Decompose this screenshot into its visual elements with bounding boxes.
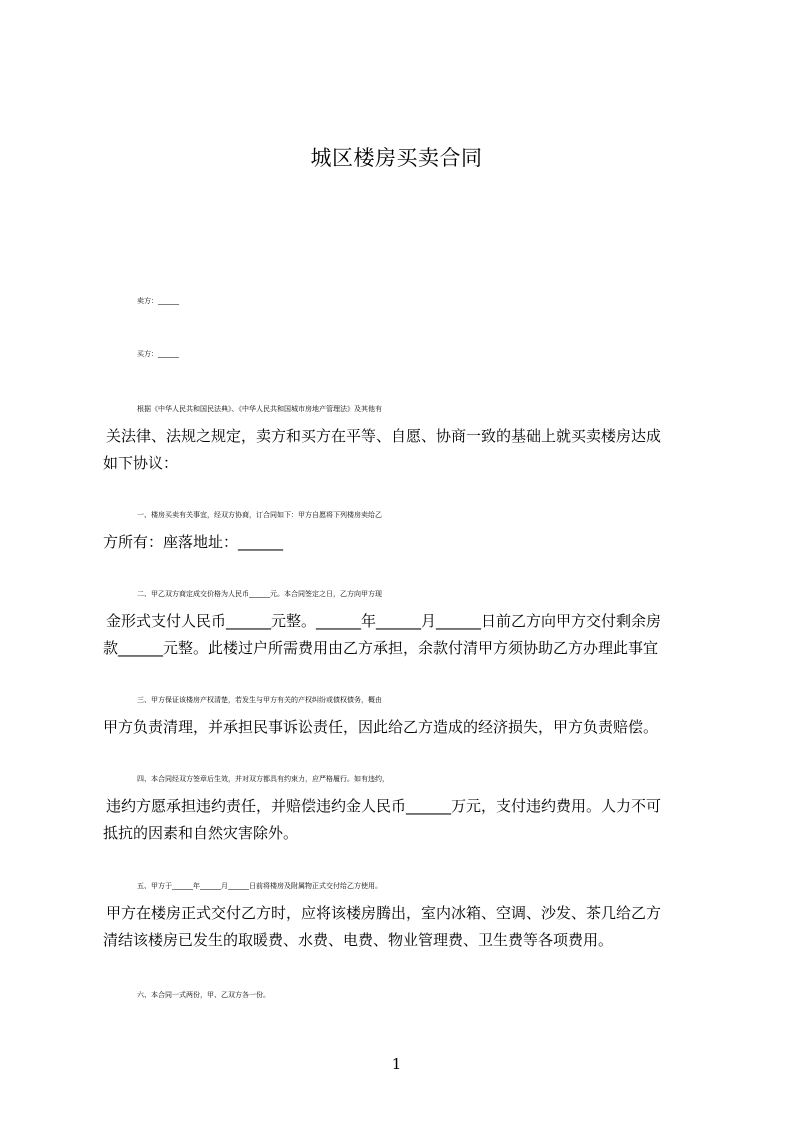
paragraph-line: 三、甲方保证该楼房产权清楚，若发生与甲方有关的产权纠纷或债权债务，概由 <box>137 696 382 704</box>
page-number: 1 <box>391 1055 402 1073</box>
document-title: 城区楼房买卖合同 <box>310 146 483 170</box>
paragraph-line: 根据《中华人民共和国民法典》、《中华人民共和国城市房地产管理法》及其他有 <box>137 405 382 413</box>
paragraph-line: 金形式支付人民币______元整。______年______月______日前乙方向甲方交付剩余房 <box>106 612 662 630</box>
paragraph-line: 甲方在楼房正式交付乙方时，应将该楼房腾出，室内冰箱、空调、沙发、茶几给乙方 <box>106 904 662 922</box>
paragraph-line: 二、甲乙双方商定成交价格为人民币______元。本合同签定之日，乙方向甲方现 <box>137 590 382 598</box>
paragraph-line: 五、甲方于______年______月______日前将楼房及附属物正式交付给乙方使用。 <box>137 882 382 890</box>
paragraph-line: 甲方负责清理，并承担民事诉讼责任，因此给乙方造成的经济损失，甲方负责赔偿。 <box>103 718 659 736</box>
paragraph-line: 清结该楼房已发生的取暖费、水费、电费、物业管理费、卫生费等各项费用。 <box>103 931 614 949</box>
paragraph-line: 抵抗的因素和自然灾害除外。 <box>103 824 299 842</box>
paragraph-line: 关法律、法规之规定，卖方和买方在平等、自愿、协商一致的基础上就买卖楼房达成 <box>106 427 662 445</box>
paragraph-line: 如下协议： <box>103 454 179 472</box>
seller-line: 卖方：______ <box>137 297 179 305</box>
paragraph-line: 六、本合同一式两份，甲、乙双方各一份。 <box>137 991 270 999</box>
paragraph-line: 违约方愿承担违约责任，并赔偿违约金人民币______万元，支付违约费用。人力不可 <box>106 797 662 815</box>
paragraph-line: 款______元整。此楼过户所需费用由乙方承担，余款付清甲方须协助乙方办理此事宜 <box>103 639 659 657</box>
buyer-line: 买方：______ <box>137 350 179 358</box>
paragraph-line: 方所有：座落地址：______ <box>103 533 284 551</box>
paragraph-line: 四、本合同经双方签章后生效，并对双方都具有约束力，应严格履行。如有违约， <box>137 775 389 783</box>
paragraph-line: 一、楼房买卖有关事宜，经双方协商，订合同如下：甲方自愿将下列楼房卖给乙 <box>137 511 382 519</box>
